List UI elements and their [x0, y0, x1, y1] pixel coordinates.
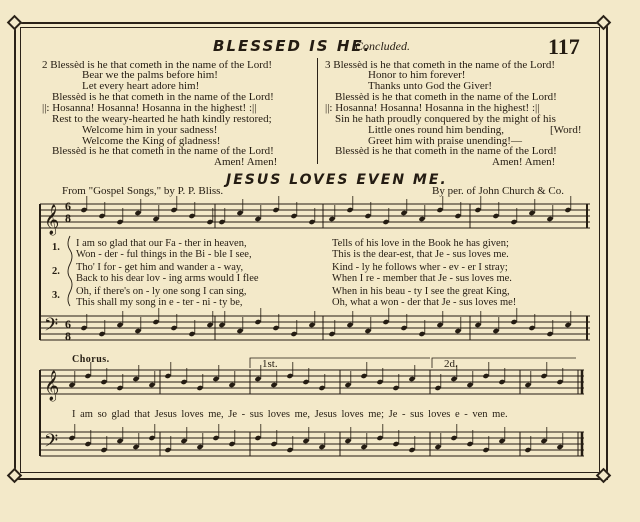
lyric-line: I am so glad that our Fa - ther in heaven, — [76, 238, 247, 249]
hymn-title: JESUS LOVES EVEN ME. — [226, 172, 448, 188]
verse-line: Welcome him in your sadness! — [82, 124, 218, 136]
lyric-line: Back to his dear lov - ing arms would I flee — [76, 273, 259, 284]
verse-line: Blessèd is he that cometh in the name of the Lord! — [52, 91, 274, 103]
verse-number: 1. — [52, 242, 60, 253]
hymn-permission: By per. of John Church & Co. — [432, 185, 564, 197]
page-title: BLESSED IS HE. — [213, 37, 372, 55]
verse-line: ||: Hosanna! Hosanna! Hosanna in the highest! :|| — [325, 102, 540, 114]
verse-line: Welcome the King of gladness! — [82, 135, 221, 147]
lyric-line: When I re - member that Je - sus loves me. — [332, 273, 512, 284]
verse-line: Little ones round him bending, — [368, 124, 504, 136]
time-signature-top: 6 — [65, 199, 71, 213]
lyric-line: Tells of his love in the Book he has given; — [332, 238, 509, 249]
verse-number: 3. — [52, 290, 60, 301]
lyric-line: When in his beau - ty I see the great King, — [332, 286, 510, 297]
verse-line: Sin he hath proudly conquered by the might of his — [335, 113, 556, 125]
first-ending-label: 1st. — [262, 358, 278, 370]
lyric-line: This shall my song in e - ter - ni - ty be, — [76, 297, 243, 308]
lyric-line: Won - der - ful things in the Bi - ble I see, — [76, 249, 252, 260]
lyric-line: Oh, what a won - der that Je - sus loves me! — [332, 297, 517, 308]
hymn-source: From "Gospel Songs," by P. P. Bliss. — [62, 185, 224, 197]
lyric-line: Kind - ly he follows wher - ev - er I stray; — [332, 262, 508, 273]
page-subtitle: Concluded. — [355, 39, 410, 53]
lyric-line: Oh, if there's on - ly one song I can sing, — [76, 286, 247, 297]
verse-line: Let every heart adore him! — [82, 80, 200, 92]
chorus-lyrics: I am so glad that Jesus loves me, Je - sus loves me, Jesus loves me; Je - sus loves e - ven me. — [72, 409, 508, 420]
treble-clef: 𝄞 — [44, 205, 60, 235]
verse-line: ||: Hosanna! Hosanna! Hosanna in the highest! :|| — [42, 102, 257, 114]
chorus-label: Chorus. — [72, 354, 110, 365]
time-signature-bottom: 8 — [65, 211, 71, 225]
page-number: 117 — [548, 34, 580, 59]
time-signature-bottom-bass: 8 — [65, 329, 71, 343]
verse-line: Greet him with praise unending!— — [368, 135, 522, 147]
bass-clef: 𝄢 — [44, 315, 59, 340]
lyric-line: Tho' I for - get him and wander a - way, — [76, 262, 244, 273]
time-signature-top-bass: 6 — [65, 317, 71, 331]
verse-line: Honor to him forever! — [368, 69, 466, 81]
verse-line: Blessèd is he that cometh in the name of the Lord! — [335, 145, 557, 157]
verse-line: 2 Blessèd is he that cometh in the name of the Lord! — [42, 59, 273, 71]
verse-line: 3 Blessèd is he that cometh in the name of the Lord! — [325, 59, 556, 71]
second-ending-label: 2d. — [444, 358, 458, 370]
verse-line: [Word! — [550, 124, 582, 136]
verse-line: Thanks unto God the Giver! — [368, 80, 493, 92]
verse-line: Amen! Amen! — [214, 156, 278, 168]
chorus-treble-clef: 𝄞 — [44, 371, 60, 401]
lyric-line: This is the dear-est, that Je - sus loves me. — [332, 249, 509, 260]
chorus-bass-clef: 𝄢 — [44, 431, 59, 456]
verse-line: Bear we the palms before him! — [82, 69, 218, 81]
verse-line: Blessèd is he that cometh in the name of the Lord! — [52, 145, 274, 157]
verse-number: 2. — [52, 266, 60, 277]
lyrics-brace — [68, 236, 72, 306]
verse-line: Blessèd is he that cometh in the name of the Lord! — [335, 91, 557, 103]
verse-line: Rest to the weary-hearted he hath kindly restored; — [52, 113, 272, 125]
verse-line: Amen! Amen! — [492, 156, 556, 168]
